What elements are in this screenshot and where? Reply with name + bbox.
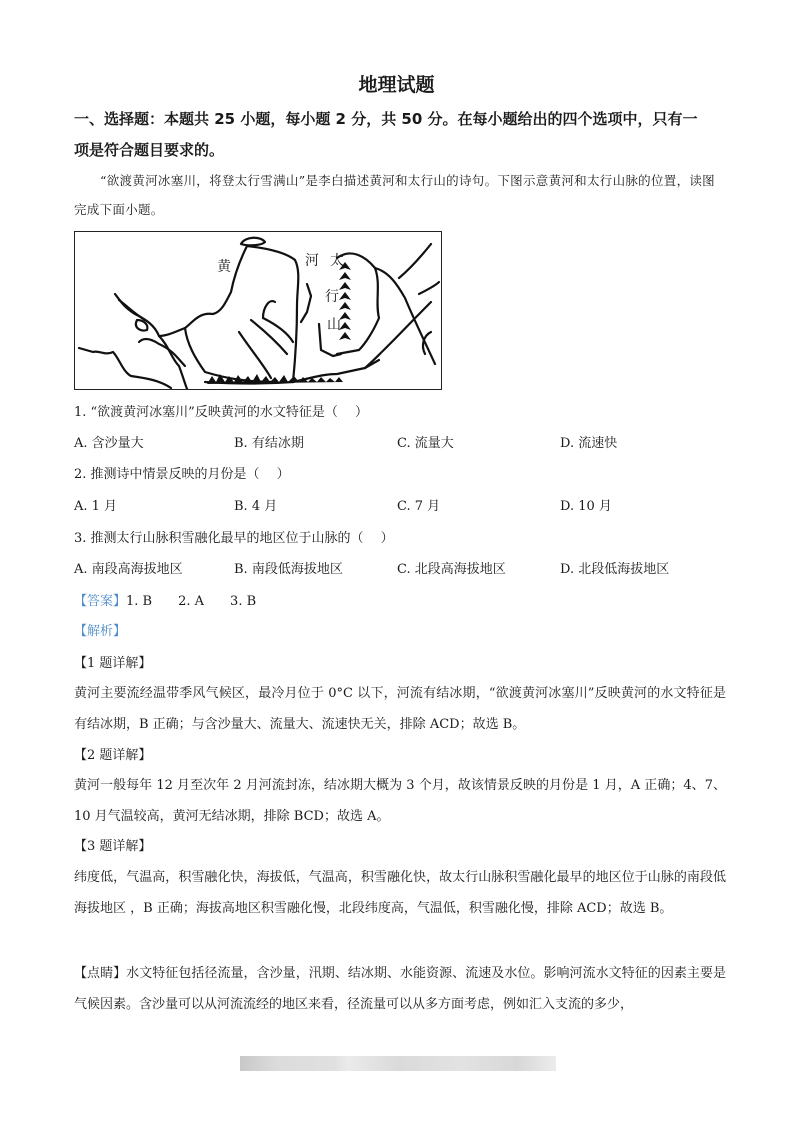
q3-option-c: C. 北段高海拔地区 bbox=[397, 562, 506, 577]
q1-option-b: B. 有结冰期 bbox=[234, 436, 304, 451]
q1-option-c: C. 流量大 bbox=[397, 436, 454, 451]
answer-1: 1. B bbox=[126, 594, 153, 609]
answer-3: 3. B bbox=[230, 594, 257, 609]
intro-paragraph: “欲渡黄河冰塞川，将登太行雪满山”是李白描述黄河和太行山的诗句。下图示意黄河和太行山脉的位置，读图完成下面小题。 bbox=[74, 173, 715, 217]
question-1-stem: 1. “欲渡黄河冰塞川”反映黄河的水文特征是（ ） bbox=[74, 405, 368, 420]
q3-option-b: B. 南段低海拔地区 bbox=[234, 562, 343, 577]
question-2-stem: 2. 推测诗中情景反映的月份是（ ） bbox=[74, 467, 290, 482]
blurred-footer bbox=[240, 1056, 556, 1071]
q3-option-d: D. 北段低海拔地区 bbox=[560, 562, 670, 577]
q1-option-d: D. 流速快 bbox=[560, 436, 618, 451]
q1-detail-heading: 【1 题详解】 bbox=[74, 656, 152, 671]
section-heading bbox=[74, 104, 724, 166]
answer-label: 【答案】 bbox=[74, 594, 127, 609]
q3-detail-text: 纬度低，气温高，积雪融化快，海拔低，气温高，积雪融化快，故太行山脉积雪融化最早的地区位于山脉的南段低海拔地区 ，B 正确；海拔高地区积雪融化慢，北段纬度高，气温低，积雪融化慢，排除 ACD；故选 B。 bbox=[74, 870, 726, 916]
q2-detail-heading: 【2 题详解】 bbox=[74, 748, 152, 763]
answer-2: 2. A bbox=[178, 594, 205, 609]
section-heading-line2: 项是符合题目要求的。 bbox=[74, 141, 225, 159]
q2-detail-text: 黄河一般每年 12 月至次年 2 月河流封冻，结冰期大概为 3 个月，故该情景反映的月份是 1 月，A 正确；4、7、10 月气温较高，黄河无结冰期，排除 BCD；故选 A。 bbox=[74, 778, 726, 824]
tip-paragraph bbox=[74, 958, 726, 1020]
q3-detail-heading: 【3 题详解】 bbox=[74, 839, 152, 854]
tip-label: 【点睛】 bbox=[74, 966, 127, 981]
map-label-hang: 行 bbox=[325, 289, 339, 305]
tip-text: 水文特征包括径流量，含沙量，汛期、结冰期、水能资源、流速及水位。影响河流水文特征的因素主要是气候因素。含沙量可以从河流流经的地区来看，径流量可以从多方面考虑，例如汇入支流的多少， bbox=[74, 966, 726, 1012]
q1-option-a: A. 含沙量大 bbox=[74, 436, 144, 451]
map-drawing-icon bbox=[75, 232, 441, 389]
map-label-he: 河 bbox=[305, 253, 319, 269]
map-label-tai: 太 bbox=[330, 253, 344, 269]
answer-line bbox=[74, 590, 256, 609]
q2-option-a: A. 1 月 bbox=[74, 499, 118, 514]
q2-option-c: C. 7 月 bbox=[397, 499, 441, 514]
analysis-label: 【解析】 bbox=[74, 624, 127, 639]
q2-option-d: D. 10 月 bbox=[560, 499, 612, 514]
question-3-stem: 3. 推测太行山脉积雪融化最早的地区位于山脉的（ ） bbox=[74, 531, 394, 546]
yellow-river-taihang-map bbox=[74, 231, 442, 390]
section-heading-line1: 一、选择题：本题共 25 小题，每小题 2 分，共 50 分。在每小题给出的四个选项中，只有一 bbox=[74, 110, 698, 128]
q3-option-a: A. 南段高海拔地区 bbox=[74, 562, 183, 577]
q2-option-b: B. 4 月 bbox=[234, 499, 278, 514]
map-label-huang: 黄 bbox=[217, 259, 231, 275]
map-label-shan: 山 bbox=[327, 317, 341, 333]
q1-detail-text: 黄河主要流经温带季风气候区，最冷月位于 0°C 以下，河流有结冰期，“欲渡黄河冰塞川”反映黄河的水文特征是有结冰期，B 正确；与含沙量大、流量大、流速快无关，排除 ACD；故选 B。 bbox=[74, 686, 726, 732]
page-title: 地理试题 bbox=[358, 74, 435, 96]
